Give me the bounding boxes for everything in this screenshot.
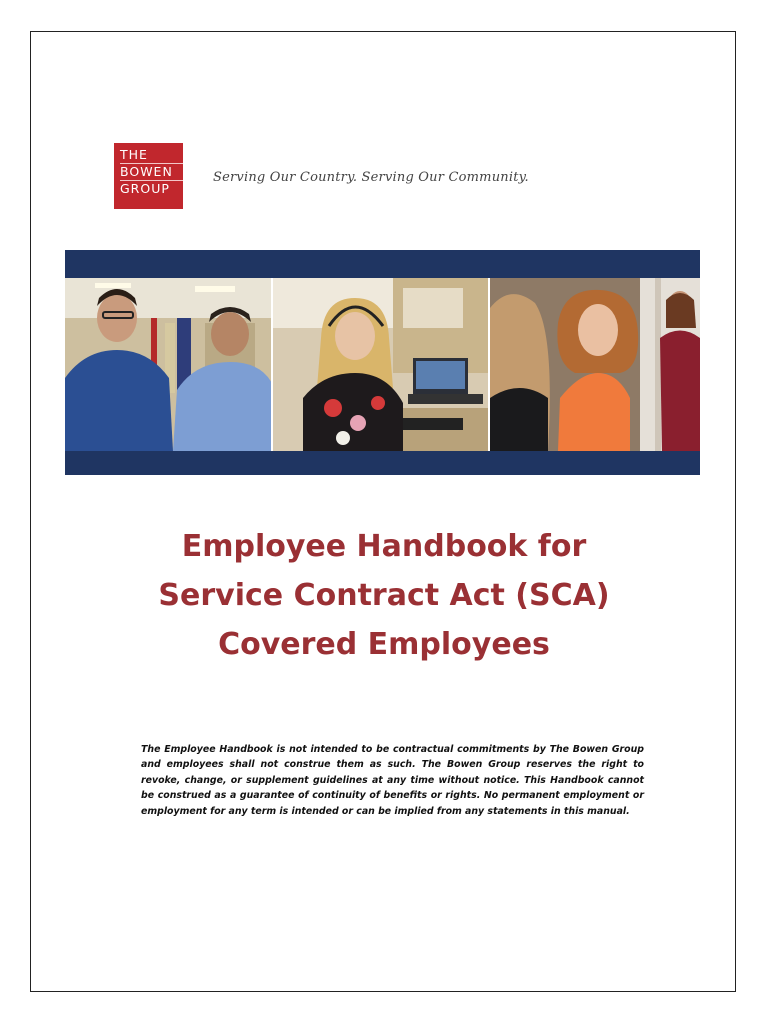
photo-meeting-employees	[490, 278, 700, 451]
title-line-2: Service Contract Act (SCA)	[158, 578, 610, 613]
photo-banner	[65, 250, 700, 475]
title-line-3: Covered Employees	[218, 627, 550, 662]
handbook-title	[0, 522, 768, 669]
title-line-1: Employee Handbook for	[181, 529, 587, 564]
photo-strip	[65, 278, 700, 451]
tagline: Serving Our Country. Serving Our Community.	[213, 170, 529, 185]
photo-two-employees	[65, 278, 271, 451]
disclaimer-text: The Employee Handbook is not intended to be contractual commitments by The Bowen Group and employees shall not construe them as such. The Bowen Group reserves the right to revoke, change, or supplement guidelines at any time without notice. This Handbook cannot be construed as a guarantee of continuity of benefits or rights. No permanent employment or employment for any term is intended or can be implied from any statements in this manual.	[141, 744, 644, 817]
photo-call-center-employee	[273, 278, 488, 451]
logo-line-2: BOWEN	[120, 164, 173, 179]
bowen-group-logo	[114, 143, 183, 209]
logo-line-1: THE	[120, 147, 148, 162]
logo-line-3: GROUP	[120, 181, 170, 196]
